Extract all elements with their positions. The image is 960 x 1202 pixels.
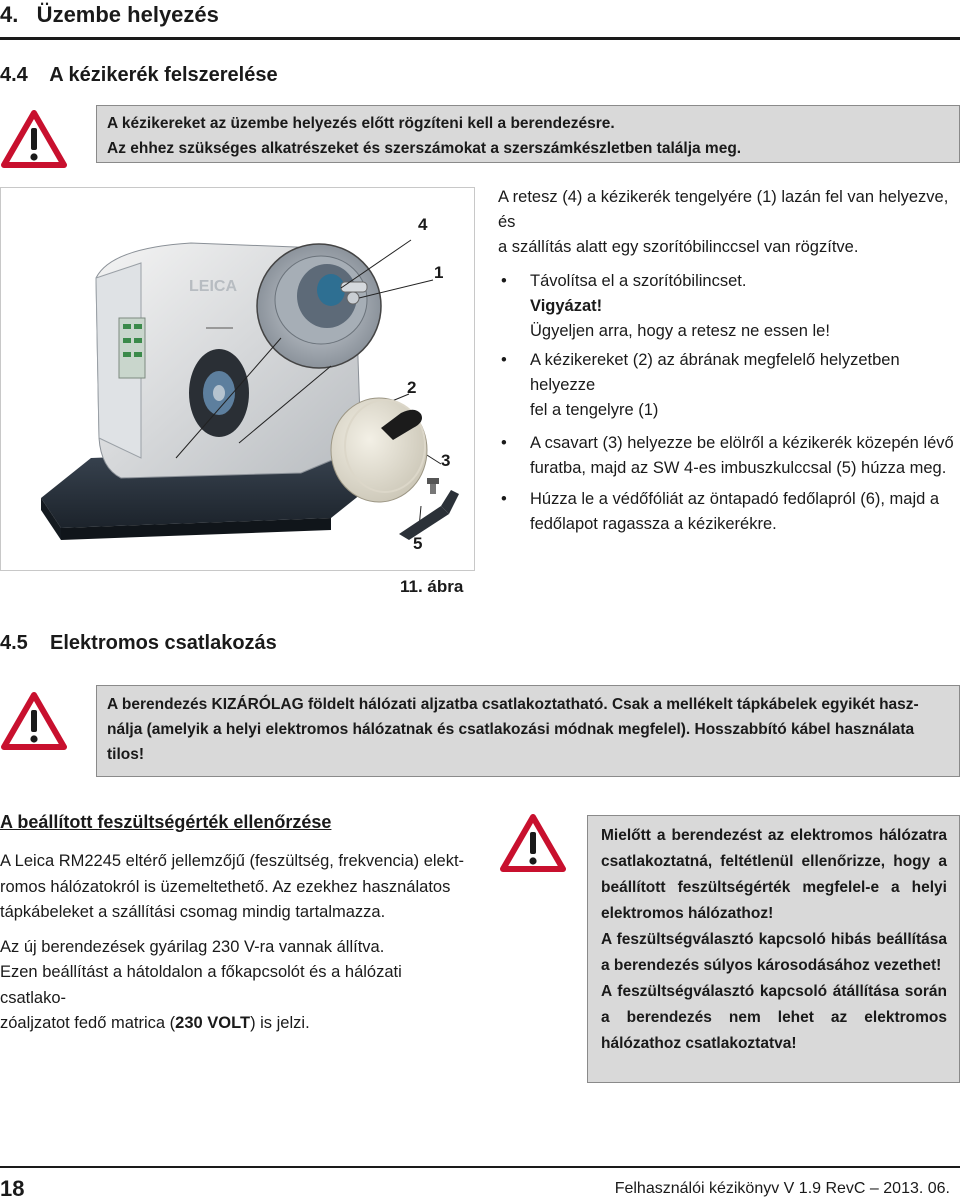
allen-key	[399, 506, 449, 540]
caution-text: Ügyeljen arra, hogy a retesz ne essen le!	[530, 322, 830, 340]
warning-box-voltage	[587, 815, 960, 1083]
bullet-line: • Húzza le a védőfóliát az öntapadó fedőlapról (6), majd a	[530, 490, 940, 508]
footer-rule	[0, 1166, 960, 1168]
warning-box-electrical	[96, 685, 960, 777]
callout-1: 1	[434, 263, 444, 282]
callout-2: 2	[407, 378, 417, 397]
bullet-line: • A csavart (3) helyezze be elölről a kézikerék közepén lévő	[530, 434, 954, 452]
para-line: tápkábeleket a szállítási csomag mindig tartalmazza.	[0, 903, 386, 921]
warning-icon	[500, 814, 566, 872]
bullet-insert-screw	[498, 431, 960, 481]
para-line	[0, 1011, 470, 1037]
warning-line: Az ehhez szükséges alkatrészeket és szerszámokat a szerszámkészletben találja meg.	[107, 140, 742, 157]
bullet-line: fedőlapot ragassza a kézikerékre.	[530, 515, 777, 533]
microtome-illustration	[1, 188, 474, 570]
section-title-4-4: 4.4 A kézikerék felszerelése	[0, 64, 278, 86]
bullet-line: • A kézikereket (2) az ábrának megfelelő helyzetben helyezze	[530, 351, 900, 394]
warning-line: A berendezés KIZÁRÓLAG földelt hálózati aljzatba csatlakoztatható. Csak a mellékelt tápkábelek egyikét hasz-	[107, 696, 919, 713]
figure-11	[0, 187, 475, 571]
warning-line: tilos!	[107, 746, 145, 763]
header-rule	[0, 37, 960, 40]
para-line: romos hálózatokról is üzemeltethető. Az ezekhez használatos	[0, 877, 451, 896]
intro-line: A retesz (4) a kézikerék tengelyére (1) lazán fel van helyezve, és	[498, 188, 949, 231]
callout-3: 3	[441, 451, 451, 470]
screw	[430, 484, 436, 494]
bullet-remove-clamp: • Távolítsa el a szorítóbilincset.	[498, 269, 960, 294]
chapter-title: 4. Üzembe helyezés	[0, 2, 219, 27]
warning-icon	[1, 692, 67, 750]
callout-4: 4	[418, 215, 428, 234]
warning-icon	[1, 110, 67, 168]
warning-line: A kézikereket az üzembe helyezés előtt rögzíteni kell a berendezésre.	[107, 115, 615, 132]
para-line: Ezen beállítást a hátoldalon a főkapcsolót és a hálózati csatlako-	[0, 963, 402, 1007]
bullet-line: furatba, majd az SW 4-es imbuszkulccsal (5) húzza meg.	[530, 459, 947, 477]
voltage-check-title: A beállított feszültségérték ellenőrzése	[0, 812, 332, 832]
intro-line: a szállítás alatt egy szorítóbilinccsel van rögzítve.	[498, 238, 859, 256]
para-factory-setting: Az új berendezések gyárilag 230 V-ra vannak állítva.	[0, 937, 385, 956]
handwheel-instructions	[498, 185, 960, 537]
warning-para: A feszültségválasztó kapcsoló átállítása során a berendezés nem lehet az elektromos hálózathoz csatlakoztatva!	[601, 983, 947, 1052]
brand-logo: LEICA	[189, 278, 237, 295]
section-title-4-5: 4.5 Elektromos csatlakozás	[0, 632, 277, 654]
text-span: ) is jelzi.	[250, 1014, 310, 1032]
warning-para: A feszültségválasztó kapcsoló hibás beállítása a berendezés súlyos károsodásához vezethet!	[601, 931, 947, 974]
warning-box-handwheel	[96, 105, 960, 163]
callout-5: 5	[413, 534, 423, 553]
voltage-label-bold: 230 VOLT	[175, 1014, 251, 1032]
bullet-place-handwheel	[498, 348, 960, 423]
footer-manual-info: Felhasználói kézikönyv V 1.9 RevC – 2013. 06.	[614, 1180, 950, 1197]
voltage-check-text	[0, 849, 470, 1037]
text-span: zóaljzatot fedő matrica (	[0, 1014, 176, 1032]
para-line: A Leica RM2245 eltérő jellemzőjű (feszültség, frekvencia) elekt-	[0, 852, 465, 870]
page-number: 18	[0, 1176, 25, 1201]
bullet-line: fel a tengelyre (1)	[530, 401, 659, 419]
bullet-apply-cover	[498, 487, 960, 537]
warning-para: Mielőtt a berendezést az elektromos hálózatra csatlakoztatná, feltétlenül ellenőrizze, hogy a beállított feszültségérték megfelel-e a helyi elektromos hálózathoz!	[601, 827, 947, 922]
caution-label: Vigyázat!	[530, 297, 603, 315]
figure-caption: 11. ábra	[400, 577, 464, 596]
warning-line: nálja (amelyik a helyi elektromos hálózatnak és csatlakozási módnak megfelel). Hosszabbító kábel használata	[107, 721, 915, 738]
